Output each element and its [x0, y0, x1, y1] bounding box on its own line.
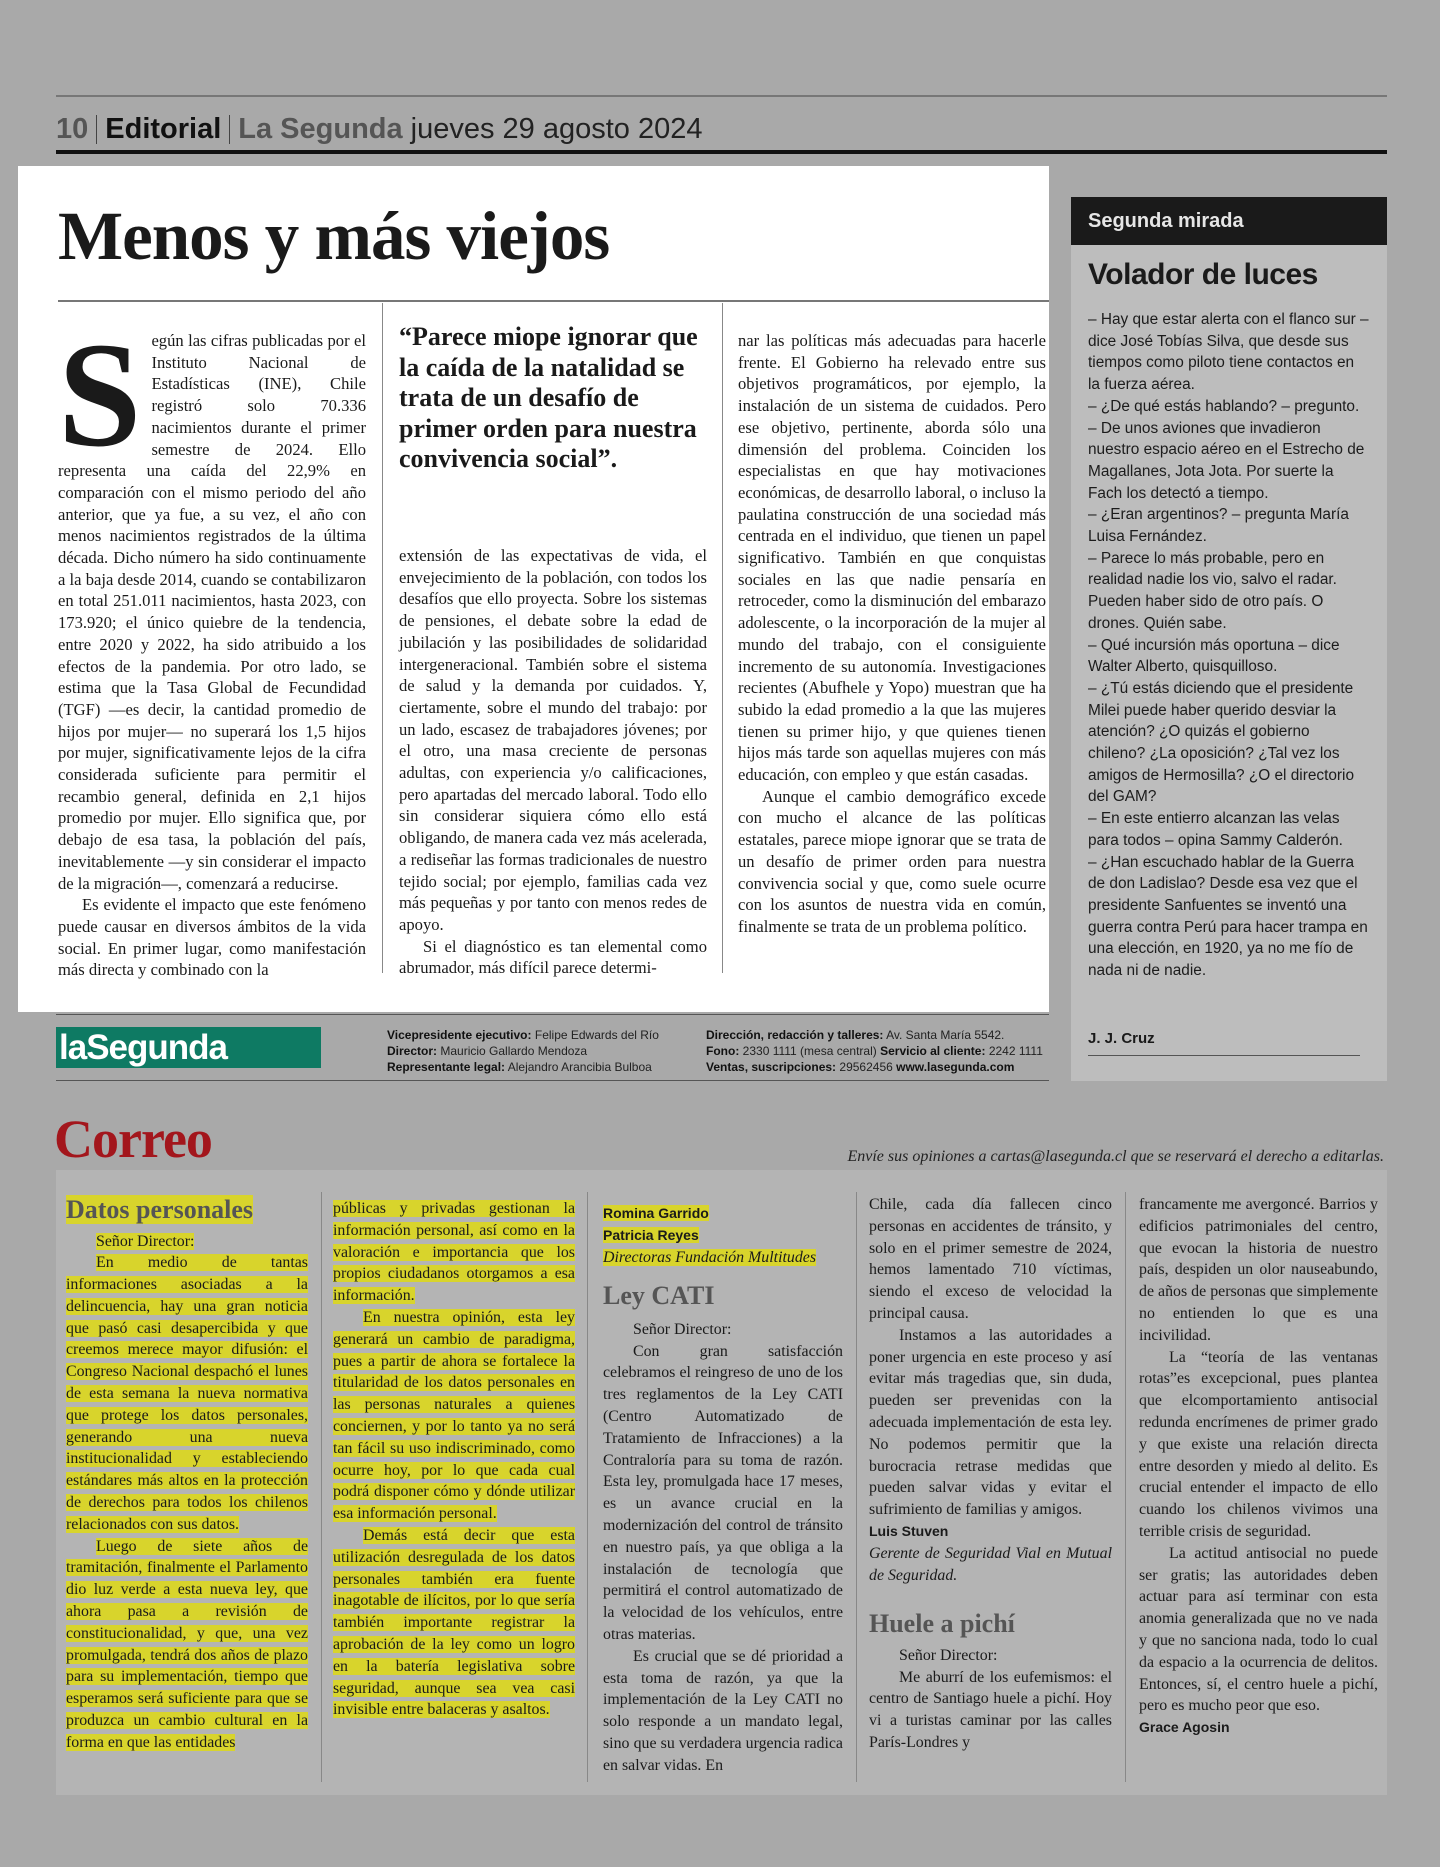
letter-salutation: Señor Director:	[899, 1646, 998, 1664]
letter-signer: Patricia Reyes	[603, 1226, 699, 1243]
letter-paragraph: públicas y privadas gestionan la información personal, así como en la valoración e importancia que los propios ciudadanos otorgamos a esa información.	[333, 1200, 575, 1305]
letters-column-5	[1139, 1194, 1378, 1739]
column-divider	[321, 1192, 322, 1782]
letters-column-4	[869, 1194, 1112, 1754]
editorial-paragraph: extensión de las expectativas de vida, el envejecimiento de la población, con todos los desafíos que ello proyecta. Sobre los sistemas de pensiones, el debate sobre la edad de jubilación y las posibilidades de solidaridad intergeneracional. También sobre el sistema de salud y la demanda por cuidados. Y, ciertamente, sobre el mundo del trabajo: por un lado, escasez de trabajadores jóvenes; por el otro, una masa creciente de personas adultas, con experiencia y/o calificaciones, pero apartadas del mercado laboral. Todo ello sin considerar siquiera cómo ello está obligando, de manera cada vez más acelerada, a rediseñar las formas tradicionales de nuestro tejido social; por ejemplo, familias cada vez más pequeñas y por tanto con menos redes de apoyo.	[399, 546, 707, 934]
sidebar-section-header: Segunda mirada	[1071, 197, 1387, 245]
editorial-paragraph: Es evidente el impacto que este fenómeno puede causar en diversos ámbitos de la vida social. En primer lugar, como manifestación más directa y combinado con la	[58, 895, 366, 980]
sidebar-body	[1088, 309, 1370, 982]
dialogue-line: – Qué incursión más oportuna – dice Walter Alberto, quisquilloso.	[1088, 636, 1340, 676]
dialogue-line: – De unos aviones que invadieron nuestro espacio aéreo en el Estrecho de Magallanes, Jota Jota. Por suerte la Fach los detectó a tiempo.	[1088, 419, 1365, 502]
letter-signer: Romina Garrido	[603, 1205, 709, 1221]
column-divider	[1125, 1192, 1126, 1782]
editorial-paragraph: nar las políticas más adecuadas para hacerle frente. El Gobierno ha relevado entre sus objetivos programáticos, por ejemplo, la instalación de un sistema de cuidados. Pero ese objetivo, pertinente, aborda sólo una dimensión del problema. Coinciden los especialistas en que hay motivaciones económicas, de desarrollo laboral, o incluso la paulatina construcción de una sociedad más centrada en el individuo, que tienen un papel significativo. También en que conquistas sociales en las que nadie pensaría en retroceder, como la disminución del embarazo adolescente, o la incorporación de la mujer al mundo del trabajo, con el consiguiente incremento de su autonomía. Investigaciones recientes (Abufhele y Yopo) muestran que ha subido la edad promedio a la que las mujeres tienen su primer hijo, y que quienes tienen hijos más tarde son aquellas mujeres con más educación, con empleo y que están casadas.	[738, 331, 1046, 785]
letter-title: Ley CATI	[603, 1281, 715, 1311]
header-top-rule	[56, 95, 1387, 97]
page-header	[56, 100, 702, 144]
header-bottom-rule	[56, 150, 1387, 154]
letters-column-1	[66, 1194, 308, 1754]
dialogue-line: – ¿Han escuchado hablar de la Guerra de don Ladislao? Desde esa vez que el presidente Sanfuentes se inventó una guerra contra Perú para hacer trampa en una elección, en 1920, ya no me fío de nada ni de nadie.	[1088, 853, 1368, 980]
column-divider	[382, 303, 383, 973]
pull-quote: “Parece miope ignorar que la caída de la natalidad se trata de un desafío de primer orden para nuestra convivencia social”.	[399, 322, 698, 473]
drop-cap: S	[58, 312, 142, 478]
masthead-credits-right: Dirección, redacción y talleres: Av. Santa María 5542. Fono: 2330 1111 (mesa central) Servicio al cliente: 2242 1111 Ventas, suscripciones: 29562456 www.lasegunda.com	[706, 1028, 1043, 1074]
letter-paragraph: Chile, cada día fallecen cinco personas en accidentes de tránsito, y solo en el primer semestre de 2024, hemos lamentado 710 víctimas, siendo el exceso de velocidad la principal causa.	[869, 1196, 1112, 1322]
sidebar-signature: J. J. Cruz	[1088, 1030, 1155, 1047]
dialogue-line: – En este entierro alcanzan las velas para todos – opina Sammy Calderón.	[1088, 810, 1343, 849]
letter-signer-role: Directoras Fundación Multitudes	[603, 1248, 817, 1266]
masthead-top-rule	[56, 1014, 1049, 1015]
letter-signer: Luis Stuven	[869, 1522, 949, 1539]
dialogue-line: – Hay que estar alerta con el flanco sur – dice José Tobías Silva, que desde sus tiempos como piloto tiene contactos en la fuerza aérea.	[1088, 311, 1369, 394]
letter-signer-role: Gerente de Seguridad Vial en Mutual de Seguridad.	[869, 1544, 1112, 1584]
editorial-title: Menos y más viejos	[58, 198, 610, 274]
masthead-bottom-rule	[56, 1080, 1049, 1081]
letter-paragraph: francamente me avergoncé. Barrios y edificios patrimoniales del centro, que evocan la historia de nuestro país, despiden un olor nauseabundo, de años de personas que simplemente no entienden lo que es una incivilidad.	[1139, 1196, 1378, 1344]
sidebar-signature-rule	[1088, 1055, 1360, 1056]
letter-paragraph: Con gran satisfacción celebramos el reingreso de uno de los tres reglamentos de la Ley CATI (Centro Automatizado de Tratamiento de Infracciones) a la Contraloría para su toma de razón. Esta ley, promulgada hace 17 meses, es un avance crucial en la modernización del control de tránsito en nuestro país, ya que obliga a la instalación de tecnología que permitirá el control automatizado de la velocidad de los vehículos, entre otras materias.	[603, 1342, 843, 1644]
letter-salutation: Señor Director:	[633, 1320, 732, 1338]
masthead-credits-left: Vicepresidente ejecutivo: Felipe Edwards del Río Director: Mauricio Gallardo Mendoza Representante legal: Alejandro Arancibia Bulboa	[387, 1028, 659, 1074]
letter-title: Datos personales	[66, 1195, 254, 1224]
letters-column-2	[333, 1198, 575, 1721]
editorial-paragraph: egún las cifras publicadas por el Instituto Nacional de Estadísticas (INE), Chile registró solo 70.336 nacimientos durante el primer semestre de 2024. Ello representa una caída del 22,9% en comparación con el mismo periodo del año anterior, que ya fue, a su vez, el año con menos nacimientos registrados de la última década. Dicho número ha sido continuamente a la baja desde 2014, cuando se contabilizaron en total 251.011 nacimientos, hasta 2023, con 173.920; el único quiebre de la tendencia, entre 2020 y 2022, ha sido atribuido a los efectos de la pandemia. Por otro lado, se estima que la Tasa Global de Fecundidad (TGF) —es decir, la cantidad promedio de hijos por mujer— no superará los 1,5 hijos por mujer, significativamente lejos de la cifra considerada suficiente para permitir el recambio general, definida en 2,1 hijos promedio por mujer. Ello significa que, por debajo de esa tasa, la población del país, inevitablemente —y sin considerar el impacto de la migración—, comenzará a reducirse.	[58, 331, 366, 893]
editorial-title-rule	[58, 300, 1049, 302]
editorial-paragraph: Si el diagnóstico es tan elemental como abrumador, más difícil parece determi-	[399, 936, 707, 978]
letter-paragraph: Es crucial que se dé prioridad a esta toma de razón, ya que la implementación de la Ley CATI no solo responde a un mandato legal, sino que su verdadera urgencia radica en salvar vidas. En	[603, 1647, 843, 1774]
column-divider	[856, 1192, 857, 1782]
dialogue-line: – Parece lo más probable, pero en realidad nadie los vio, salvo el radar. Pueden haber sido de otro país. O drones. Quién sabe.	[1088, 549, 1337, 632]
publication-name: La Segunda	[229, 115, 402, 144]
page-number: 10	[56, 113, 89, 145]
letter-salutation: Señor Director:	[96, 1232, 195, 1250]
letter-paragraph: La “teoría de las ventanas rotas”es excepcional, pues plantea que elcomportamiento antisocial redunda encrímenes de primer grado y que existe una relación directa entre desorden y miedo al delito. Es crucial entender el impacto de ello cuando los chilenos vivimos una terrible crisis de seguridad.	[1139, 1348, 1378, 1540]
editorial-column-2	[399, 545, 707, 979]
letter-paragraph: En medio de tantas informaciones asociadas a la delincuencia, hay una gran noticia que pasó casi desapercibida y que creemos merece mayor difusión: el Congreso Nacional despachó el lunes de esta semana la nueva normativa que protege los datos personales, generando una nueva institucionalidad y estableciendo estándares más altos en la protección de derechos para todos los chilenos relacionados con sus datos.	[66, 1254, 308, 1533]
letter-paragraph: En nuestra opinión, esta ley generará un cambio de paradigma, pues a partir de ahora se fortalece la titularidad de los datos personales en las personas naturales a quienes conciernen, y por lo tanto ya no será tan fácil su uso indiscriminado, como ocurre hoy, por lo que cada cual podrá disponer cómo y dónde utilizar esa información personal.	[333, 1308, 575, 1523]
editorial-column-3	[738, 330, 1046, 938]
letter-signer: Grace Agosin	[1139, 1719, 1230, 1736]
section-name: Editorial	[96, 115, 229, 144]
dialogue-line: – ¿Eran argentinos? – pregunta María Luisa Fernández.	[1088, 506, 1349, 546]
letter-paragraph: Demás está decir que esta utilización desregulada de los datos personales también era fuente inagotable de ilícitos, por lo que sería también importante registrar la aprobación de la ley como un logro en la batería legislativa sobre seguridad, aunque sea vea casi invisible entre balaceras y asaltos.	[333, 1526, 575, 1719]
issue-date: jueves 29 agosto 2024	[410, 113, 703, 145]
la-segunda-logo: laSegunda	[56, 1027, 321, 1068]
letter-paragraph: Me aburrí de los eufemismos: el centro de Santiago huele a pichí. Hoy vi a turistas caminar por las calles París-Londres y	[869, 1668, 1112, 1752]
editorial-paragraph: Aunque el cambio demográfico excede con mucho el alcance de las políticas estatales, parece miope ignorar que se trata de un desafío de primer orden para nuestra convivencia social y que, como suele ocurre con los asuntos de nuestra vida en común, finalmente se trata de un problema político.	[738, 786, 1046, 936]
correo-heading: Correo	[54, 1109, 212, 1169]
column-divider	[587, 1192, 588, 1782]
letter-paragraph: La actitud antisocial no puede ser gratis; las autoridades deben actuar para así terminar con esta anomia generalizada que no ve nada y que no sanciona nada, todo lo cual da espacio a la ocurrencia de delitos. Entonces, sí, el centro huele a pichí, pero es mucho peor que eso.	[1139, 1544, 1378, 1715]
dialogue-line: – ¿Tú estás diciendo que el presidente Milei puede haber querido desviar la atención? ¿O quizás el gobierno chileno? ¿La oposición? ¿Tal vez los amigos de Hermosilla? ¿O el directorio del GAM?	[1088, 679, 1355, 806]
letter-paragraph: Instamos a las autoridades a poner urgencia en este proceso y así evitar más tragedias que, sin duda, pueden ser prevenidas con la adecuada implementación de esta ley. No podemos permitir que la burocracia retrase medidas que pueden salvar vidas y evitar el sufrimiento de familias y amigos.	[869, 1326, 1112, 1519]
letter-title: Huele a pichí	[869, 1609, 1015, 1639]
website-link[interactable]: www.lasegunda.com	[896, 1060, 1015, 1074]
editorial-column-1	[58, 312, 366, 981]
correo-submission-note: Envíe sus opiniones a cartas@lasegunda.cl que se reservará el derecho a editarlas.	[847, 1148, 1384, 1165]
dialogue-line: – ¿De qué estás hablando? – pregunto.	[1088, 397, 1360, 415]
letters-column-3	[603, 1203, 843, 1777]
letter-paragraph: Luego de siete años de tramitación, finalmente el Parlamento dio luz verde a esta nueva ley, que ahora pasa a revisión de constitucionalidad, y que, una vez promulgada, tendrá dos años de plazo para su implementación, tiempo que esperamos será suficiente para que se produzca un cambio cultural en la forma en que las entidades	[66, 1537, 308, 1751]
column-divider	[722, 303, 723, 973]
sidebar-title: Volador de luces	[1088, 258, 1318, 291]
